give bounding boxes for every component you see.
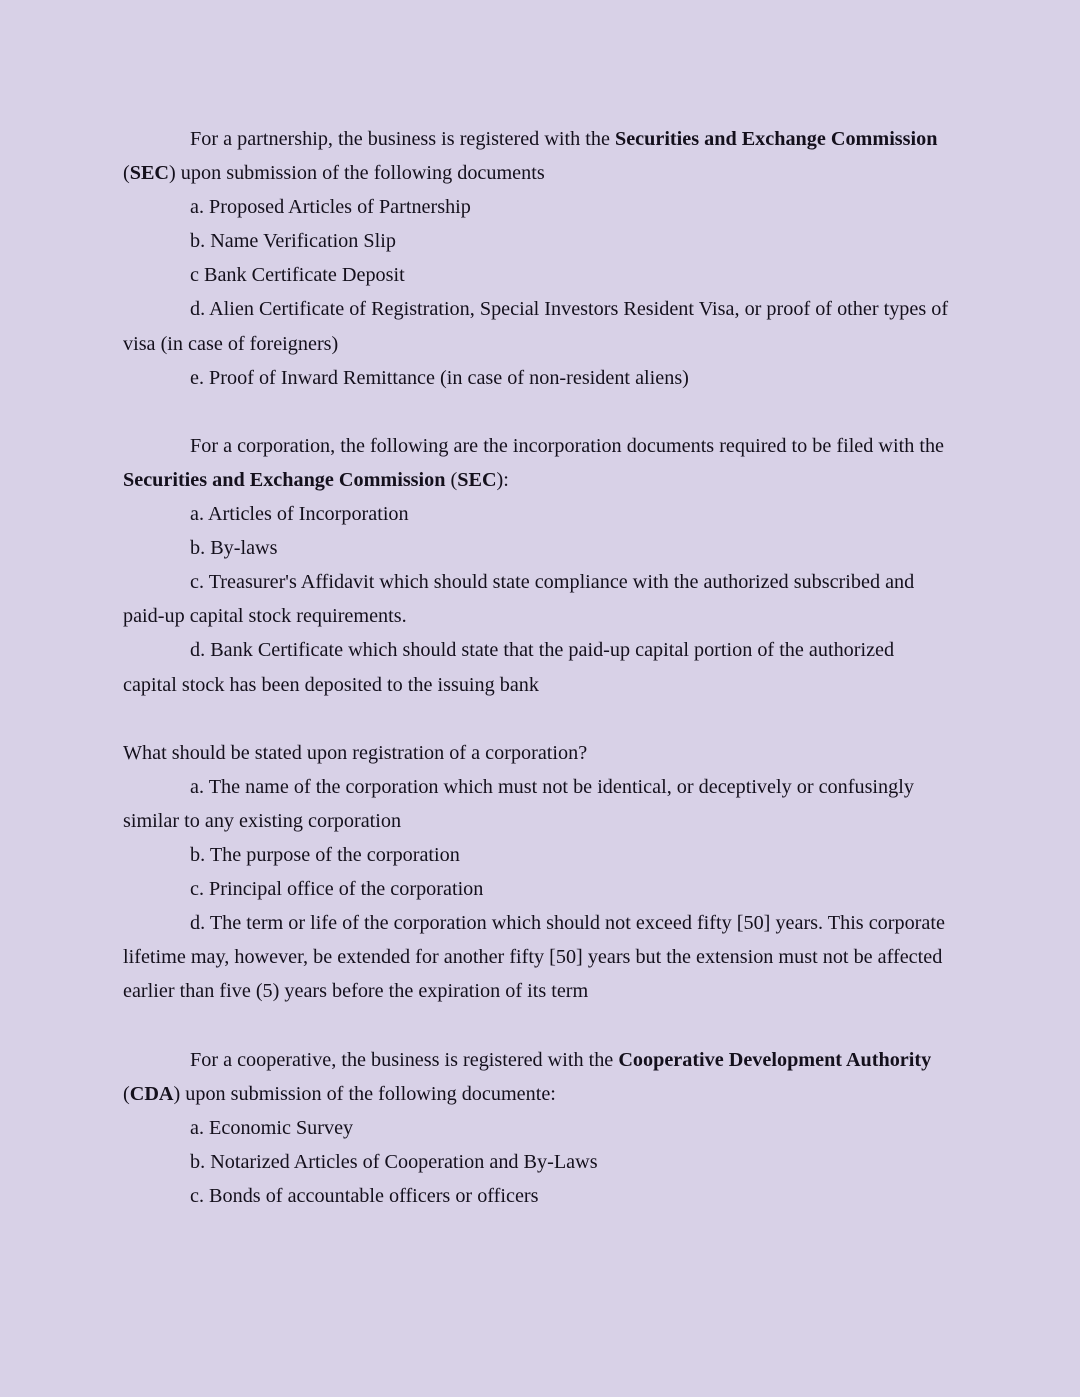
list-item <box>123 1145 949 1179</box>
body-text: b. The purpose of the corporation <box>190 843 460 866</box>
emphasis-text: Cooperative Development Authority <box>618 1048 932 1071</box>
body-text: ) upon submission of the following documents <box>169 162 545 185</box>
body-text: c. Principal office of the corporation <box>190 878 484 901</box>
emphasis-text: CDA <box>129 1082 174 1105</box>
emphasis-text: Securities and Exchange Commission <box>614 128 938 150</box>
list-item <box>123 361 949 395</box>
list-item <box>123 258 949 292</box>
emphasis-text: Securities and Exchange Commission <box>123 468 446 491</box>
list-item <box>123 770 949 838</box>
list-item <box>123 190 949 224</box>
list-item <box>123 1179 949 1213</box>
emphasis-text: SEC <box>129 162 170 185</box>
body-text: For a partnership, the business is registered with the <box>190 128 615 150</box>
body-text: ): <box>496 468 509 491</box>
body-text: b. Name Verification Slip <box>190 230 396 253</box>
list-item <box>123 531 949 565</box>
list-item <box>123 633 949 701</box>
body-text: ( <box>123 162 130 185</box>
paragraph-spacer <box>123 1008 949 1042</box>
emphasis-text: SEC <box>457 468 497 491</box>
body-text: ) upon submission of the following documente: <box>173 1082 556 1105</box>
body-text: a. Economic Survey <box>190 1116 354 1139</box>
body-text: What should be stated upon registration of a corporation? <box>123 741 588 764</box>
list-item <box>123 224 949 258</box>
list-item <box>123 497 949 531</box>
body-text: For a corporation, the following are the incorporation documents required to be filed with the <box>190 434 945 457</box>
paragraph <box>123 429 949 497</box>
list-item <box>123 906 949 1008</box>
body-text: b. Notarized Articles of Cooperation and By-Laws <box>190 1150 598 1173</box>
body-text: ( <box>123 1082 130 1105</box>
paragraph <box>123 1043 949 1111</box>
body-text: ( <box>445 468 458 491</box>
body-text: d. The term or life of the corporation which should not exceed fifty [50] years. This corporate lifetime may, however, be extended for another fifty [50] years but the extension must not be affected earlier than five (5) years before the expiration of its term <box>123 912 945 1003</box>
body-text: a. The name of the corporation which must not be identical, or deceptively or confusingly similar to any existing corporation <box>123 775 914 832</box>
body-text: a. Articles of Incorporation <box>190 503 409 526</box>
paragraph-spacer <box>123 702 949 736</box>
body-text: c Bank Certificate Deposit <box>190 264 405 287</box>
list-item <box>123 1111 949 1145</box>
paragraph <box>123 122 949 190</box>
body-text: d. Alien Certificate of Registration, Special Investors Resident Visa, or proof of other types of visa (in case of foreigners) <box>123 298 949 355</box>
paragraph-spacer <box>123 395 949 429</box>
body-text: a. Proposed Articles of Partnership <box>190 196 471 219</box>
list-item <box>123 292 949 360</box>
list-item <box>123 872 949 906</box>
body-text: b. By-laws <box>190 537 278 560</box>
body-text: e. Proof of Inward Remittance (in case of non-resident aliens) <box>190 366 689 389</box>
list-item <box>123 838 949 872</box>
document-body <box>123 122 949 1213</box>
body-text: c. Treasurer's Affidavit which should state compliance with the authorized subscribed and paid-up capital stock requirements. <box>123 571 915 628</box>
paragraph <box>123 736 949 770</box>
list-item <box>123 565 949 633</box>
body-text: For a cooperative, the business is registered with the <box>190 1048 619 1071</box>
body-text: d. Bank Certificate which should state that the paid-up capital portion of the authorized capital stock has been deposited to the issuing bank <box>123 639 895 696</box>
body-text: c. Bonds of accountable officers or officers <box>190 1184 539 1207</box>
